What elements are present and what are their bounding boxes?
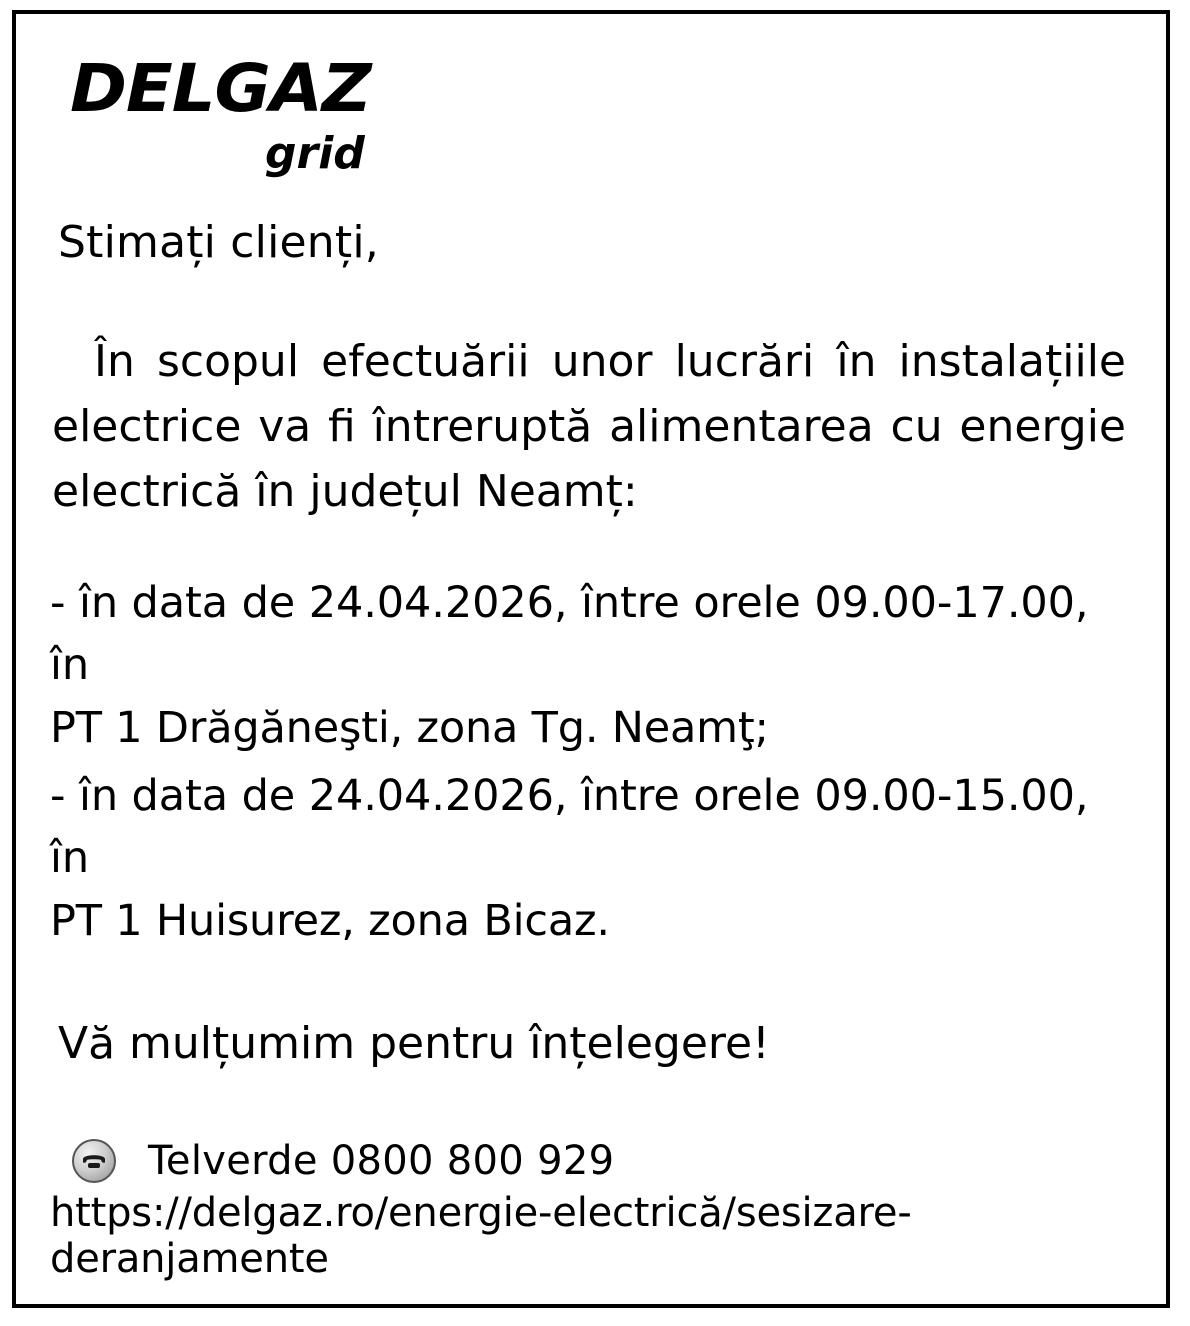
website-url[interactable]: https://delgaz.ro/energie-electrică/sesizare-deranjamente [50, 1190, 912, 1282]
outage-line-2: PT 1 Drăgăneşti, zona Tg. Neamţ; [50, 702, 769, 753]
outage-line-1: - în data de 24.04.2026, între orele 09.00-15.00, în [50, 770, 1089, 884]
outage-line-2: PT 1 Huisurez, zona Bicaz. [50, 895, 610, 946]
phone-label: Telverde 0800 800 929 [148, 1138, 615, 1184]
notice-inner [16, 14, 1166, 1304]
outage-list [50, 572, 1132, 952]
intro-paragraph [52, 329, 1132, 524]
telephone-icon [72, 1139, 116, 1183]
notice-card [12, 10, 1170, 1308]
delgaz-logo [50, 42, 1132, 192]
greeting-text: Stimați clienți, [58, 217, 379, 268]
logo-wordmark: DELGAZ [70, 50, 371, 127]
intro-text: În scopul efectuării unor lucrări în instalațiile electrice va fi întreruptă alimentarea cu energie electrică în județul Neamț: [52, 335, 1126, 517]
phone-row [72, 1138, 1132, 1184]
logo-subtext: grid [265, 128, 365, 179]
footer [50, 1138, 1132, 1282]
outage-line-1: - în data de 24.04.2026, între orele 09.00-17.00, în [50, 577, 1089, 691]
list-item [50, 765, 1132, 952]
list-item [50, 572, 1132, 759]
thanks-text: Vă mulțumim pentru înțelegere! [58, 1017, 770, 1069]
